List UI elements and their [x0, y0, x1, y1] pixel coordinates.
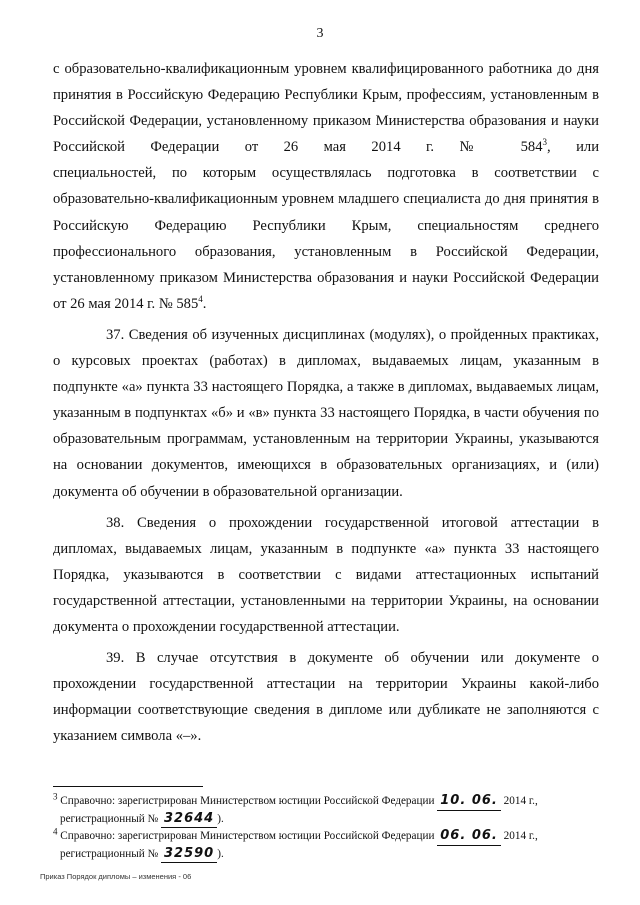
handwritten-reg-number: 32644 — [161, 811, 217, 829]
paragraph-continuation-1: с образовательно-квалификационным уровнем квалифицированного работника до дня принятия в Российскую Федерацию Республики Крым, профессиям, установленным в Российской Федерации, установленному приказом Министерства образования и науки Российской Федерации от 26 мая 2014 г. № $584^3$, или — [53, 61, 600, 156]
handwritten-date: 10. 06. — [437, 793, 501, 811]
paragraph-37: 37. Сведения об изученных дисциплинах (модулях), о пройденных практиках, о курсовых проектах (работах) в дипломах, выдаваемых лицам, указанным в подпункте «а» пункта 33 настоящего Порядка, а также в дипломах, выдаваемых лицам, указанным в подпунктах «б» и «в» пункта 33 настоящего Порядка, в части обучения по образовательным программам, установленным на территории Украины, указываются на основании документов, имеющихся в образовательных организациях, и (или) документа об обучении в образовательной организации. — [53, 326, 599, 500]
footnote-3: $^3$ Справочно: зарегистрирован Министерством юстиции Российской Федерации 10. 06. 2014 г., регистрационный № 32644 ). — [53, 793, 613, 828]
paragraph-39: 39. В случае отсутствия в документе об обучении или документе о прохождении государственной аттестации на территории Украины какой-либо информации соответствующие сведения в дипломе или дубликате не заполняются с указанием символа «–». — [53, 650, 599, 745]
paragraph-38: 38. Сведения о прохождении государственной итоговой аттестации в дипломах, выдаваемых лицам, указанным в подпункте «а» пункта 33 настоящего Порядка, указываются в соответствии с видами аттестационных испытаний государственной аттестации, установленными на территории Украины, на основании документа о прохождении государственной аттестации. — [53, 514, 599, 635]
document-body — [53, 56, 599, 749]
footnote-4: $^4$ Справочно: зарегистрирован Министерством юстиции Российской Федерации 06. 06. 2014 г., регистрационный № 32590 ). — [53, 828, 613, 863]
footer-filename: Приказ Порядок дипломы – изменения - 06 — [40, 872, 192, 881]
footnote-divider — [53, 786, 203, 787]
page-number: 3 — [316, 26, 324, 41]
paragraph-continuation-2: специальностей, по которым осуществлялась подготовка в соответствии с образовательно-квалификационным уровнем младшего специалиста до дня принятия в Российскую Федерацию Республики Крым, специальностям среднего профессионального образования, установленным в Российской Федерации, установленному приказом Министерства образования и науки Российской Федерации от 26 мая 2014 г. № $585^4$. — [53, 165, 599, 312]
footnote-ref-3: 3 — [542, 137, 548, 148]
footnotes — [53, 793, 613, 863]
handwritten-date: 06. 06. — [437, 828, 501, 846]
footnote-ref-4: 4 — [198, 293, 203, 304]
handwritten-reg-number: 32590 — [161, 846, 217, 864]
